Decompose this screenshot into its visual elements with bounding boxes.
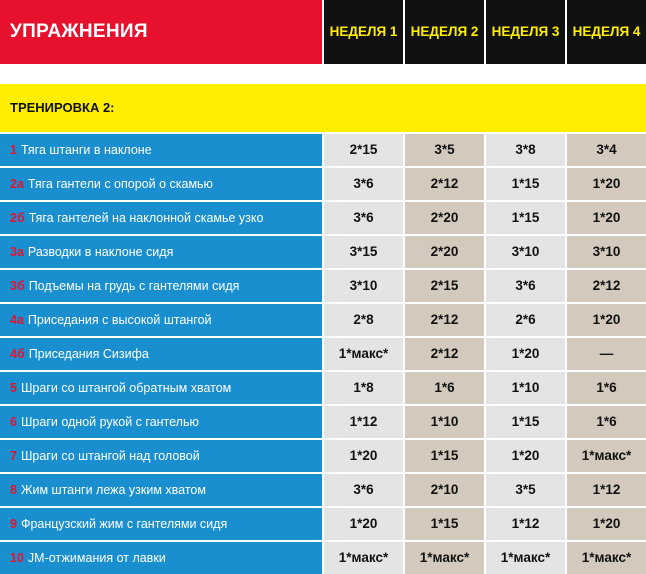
exercise-number: 1	[10, 143, 17, 157]
exercise-name: Тяга гантелей на наклонной скамье узко	[28, 211, 264, 225]
week-1-sets-cell: 3*6	[324, 168, 403, 200]
exercise-name: Шраги одной рукой с гантелью	[20, 415, 199, 429]
exercise-name: Французский жим с гантелями сидя	[20, 517, 228, 531]
exercise-name-cell	[0, 168, 322, 200]
week-1-column-header: НЕДЕЛЯ 1	[324, 0, 403, 64]
exercise-number: 7	[10, 449, 17, 463]
week-2-sets-cell: 3*5	[405, 134, 484, 166]
week-1-sets-cell: 1*12	[324, 406, 403, 438]
exercise-number: 9	[10, 517, 17, 531]
week-3-sets-cell: 1*15	[486, 168, 565, 200]
table-row	[0, 202, 646, 234]
week-3-sets-cell: 1*15	[486, 406, 565, 438]
week-4-sets-cell: 1*20	[567, 304, 646, 336]
exercise-name-cell	[0, 270, 322, 302]
exercise-number: 10	[10, 551, 24, 565]
week-3-sets-cell: 1*20	[486, 338, 565, 370]
week-3-sets-cell: 1*макс*	[486, 542, 565, 574]
week-4-sets-cell: 1*20	[567, 168, 646, 200]
table-header	[0, 0, 646, 64]
exercise-name-cell	[0, 508, 322, 540]
workout-section-title: ТРЕНИРОВКА 2:	[0, 84, 646, 132]
table-row	[0, 236, 646, 268]
exercise-name-cell	[0, 134, 322, 166]
exercise-name-cell	[0, 236, 322, 268]
week-4-column-header: НЕДЕЛЯ 4	[567, 0, 646, 64]
table-row	[0, 372, 646, 404]
week-1-sets-cell: 1*20	[324, 440, 403, 472]
exercise-name: Жим штанги лежа узким хватом	[20, 483, 206, 497]
table-row	[0, 440, 646, 472]
week-4-sets-cell: 1*20	[567, 202, 646, 234]
week-2-sets-cell: 2*20	[405, 236, 484, 268]
week-3-sets-cell: 3*10	[486, 236, 565, 268]
week-4-sets-cell: 3*4	[567, 134, 646, 166]
week-1-sets-cell: 3*6	[324, 474, 403, 506]
week-4-sets-cell: 3*10	[567, 236, 646, 268]
week-4-sets-cell: 1*макс*	[567, 440, 646, 472]
week-1-sets-cell: 3*6	[324, 202, 403, 234]
week-1-sets-cell: 2*8	[324, 304, 403, 336]
week-1-sets-cell: 1*8	[324, 372, 403, 404]
week-2-sets-cell: 2*12	[405, 168, 484, 200]
week-1-sets-cell: 1*макс*	[324, 338, 403, 370]
week-4-sets-cell: —	[567, 338, 646, 370]
exercise-number: 4б	[10, 347, 25, 361]
week-1-sets-cell: 3*10	[324, 270, 403, 302]
week-3-sets-cell: 3*5	[486, 474, 565, 506]
exercise-name: Приседания Сизифа	[28, 347, 149, 361]
exercise-number: 6	[10, 415, 17, 429]
week-4-sets-cell: 2*12	[567, 270, 646, 302]
week-4-sets-cell: 1*12	[567, 474, 646, 506]
exercise-name-cell	[0, 338, 322, 370]
week-3-sets-cell: 2*6	[486, 304, 565, 336]
week-3-sets-cell: 1*10	[486, 372, 565, 404]
exercise-number: 4а	[10, 313, 24, 327]
exercise-name: Тяга штанги в наклоне	[20, 143, 152, 157]
exercise-number: 5	[10, 381, 17, 395]
table-row	[0, 134, 646, 166]
exercise-name: Разводки в наклоне сидя	[27, 245, 174, 259]
exercise-number: 8	[10, 483, 17, 497]
exercise-name: Подъемы на грудь с гантелями сидя	[28, 279, 240, 293]
week-2-sets-cell: 1*6	[405, 372, 484, 404]
week-2-sets-cell: 2*12	[405, 338, 484, 370]
exercise-name-cell	[0, 474, 322, 506]
week-1-sets-cell: 1*20	[324, 508, 403, 540]
week-2-sets-cell: 1*макс*	[405, 542, 484, 574]
table-row	[0, 474, 646, 506]
week-2-sets-cell: 2*10	[405, 474, 484, 506]
week-1-sets-cell: 2*15	[324, 134, 403, 166]
exercises-column-header: УПРАЖНЕНИЯ	[0, 0, 322, 64]
exercise-name-cell	[0, 542, 322, 574]
exercise-name-cell	[0, 406, 322, 438]
exercise-name-cell	[0, 202, 322, 234]
exercise-name: Шраги со штангой над головой	[20, 449, 200, 463]
week-3-sets-cell: 3*6	[486, 270, 565, 302]
table-row	[0, 270, 646, 302]
table-row	[0, 542, 646, 574]
week-1-sets-cell: 1*макс*	[324, 542, 403, 574]
exercise-name: Шраги со штангой обратным хватом	[20, 381, 232, 395]
week-2-sets-cell: 1*10	[405, 406, 484, 438]
week-3-sets-cell: 1*15	[486, 202, 565, 234]
week-2-sets-cell: 1*15	[405, 508, 484, 540]
table-row	[0, 406, 646, 438]
week-2-sets-cell: 2*15	[405, 270, 484, 302]
exercise-name-cell	[0, 304, 322, 336]
week-3-sets-cell: 3*8	[486, 134, 565, 166]
week-4-sets-cell: 1*макс*	[567, 542, 646, 574]
exercise-name: JM-отжимания от лавки	[27, 551, 166, 565]
week-2-column-header: НЕДЕЛЯ 2	[405, 0, 484, 64]
week-2-sets-cell: 1*15	[405, 440, 484, 472]
week-2-sets-cell: 2*20	[405, 202, 484, 234]
week-4-sets-cell: 1*6	[567, 406, 646, 438]
exercise-number: 3б	[10, 279, 25, 293]
exercise-number: 3а	[10, 245, 24, 259]
exercise-number: 2б	[10, 211, 25, 225]
exercise-name: Приседания с высокой штангой	[27, 313, 212, 327]
week-3-sets-cell: 1*20	[486, 440, 565, 472]
exercise-number: 2а	[10, 177, 24, 191]
table-row	[0, 168, 646, 200]
week-1-sets-cell: 3*15	[324, 236, 403, 268]
week-2-sets-cell: 2*12	[405, 304, 484, 336]
table-row	[0, 338, 646, 370]
table-row	[0, 304, 646, 336]
week-4-sets-cell: 1*6	[567, 372, 646, 404]
table-row	[0, 508, 646, 540]
week-3-sets-cell: 1*12	[486, 508, 565, 540]
exercise-name-cell	[0, 440, 322, 472]
week-3-column-header: НЕДЕЛЯ 3	[486, 0, 565, 64]
exercise-name: Тяга гантели с опорой о скамью	[27, 177, 213, 191]
week-4-sets-cell: 1*20	[567, 508, 646, 540]
exercise-name-cell	[0, 372, 322, 404]
